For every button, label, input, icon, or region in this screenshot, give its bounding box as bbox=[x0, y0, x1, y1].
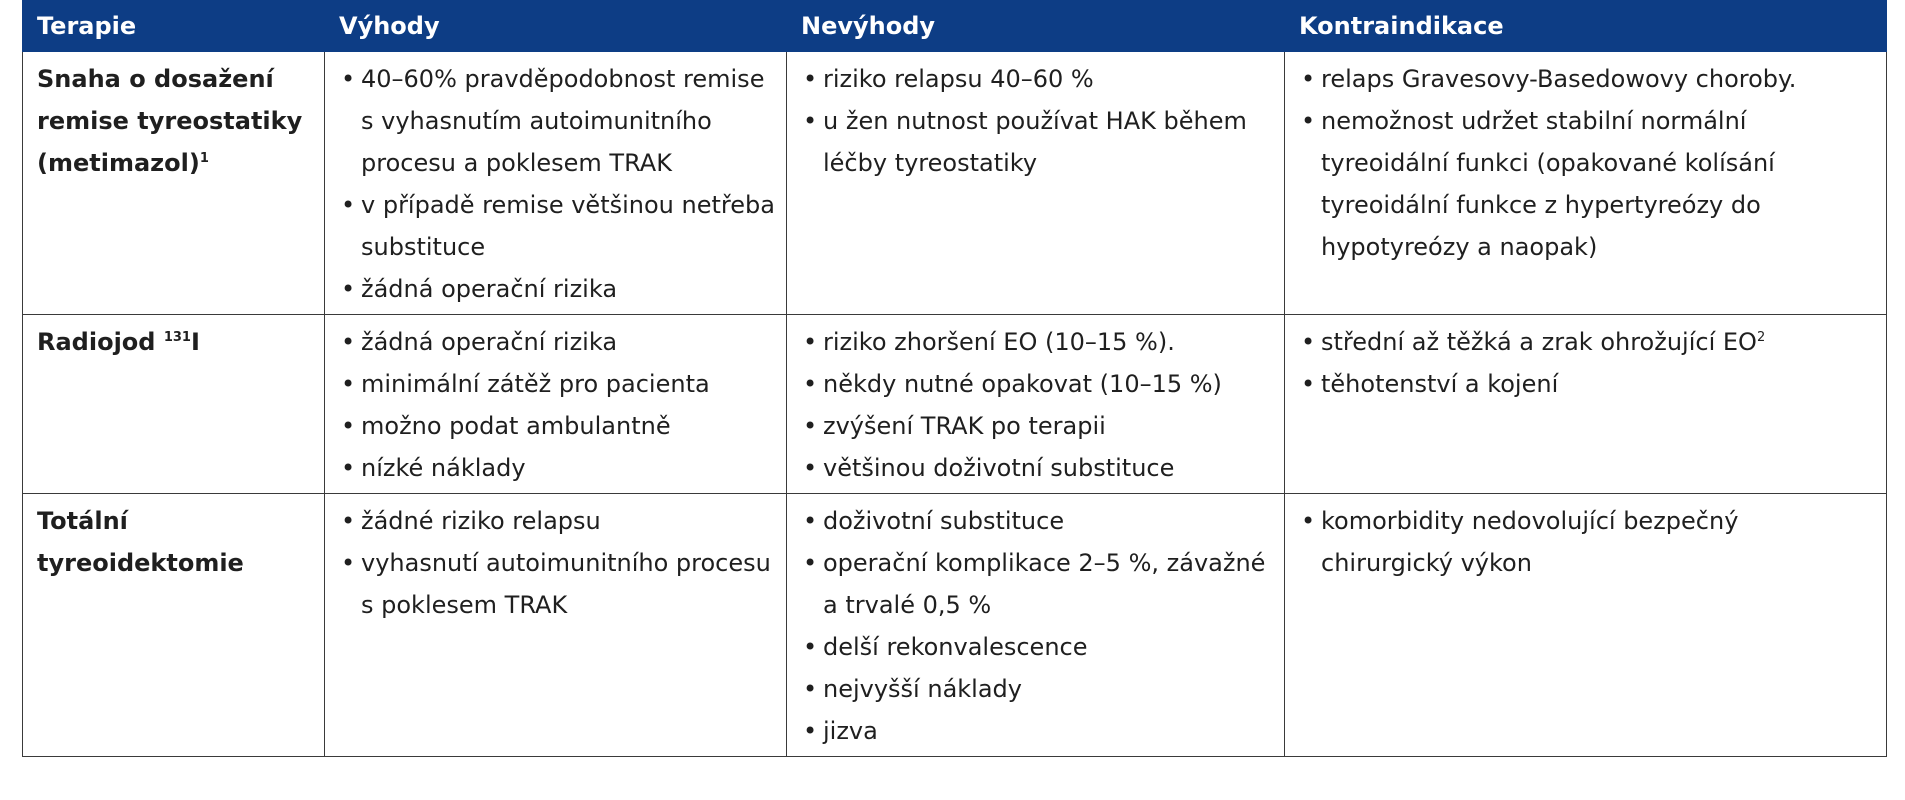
therapy-name: Snaha o dosažení remise tyreostatiky (metimazol) bbox=[37, 65, 303, 177]
disadvantages-cell bbox=[787, 494, 1285, 757]
list-item: • u žen nutnost používat HAK během léčby tyreostatiky bbox=[801, 100, 1274, 184]
therapy-comparison-table bbox=[22, 0, 1887, 757]
therapy-cell bbox=[23, 52, 325, 315]
advantages-cell bbox=[325, 494, 787, 757]
list-item: • těhotenství a kojení bbox=[1299, 363, 1876, 405]
header-advantages: Výhody bbox=[325, 1, 787, 52]
list-item: • delší rekonvalescence bbox=[801, 626, 1274, 668]
therapy-isotope: 131 bbox=[163, 330, 191, 345]
therapy-cell: Totální tyreoidektomie bbox=[23, 494, 325, 757]
header-therapy: Terapie bbox=[23, 1, 325, 52]
list-item: • relaps Gravesovy-Basedowovy choroby. bbox=[1299, 58, 1876, 100]
list-item: • žádné riziko relapsu bbox=[339, 500, 776, 542]
list-item: • vyhasnutí autoimunitního procesu s poklesem TRAK bbox=[339, 542, 776, 626]
header-disadvantages: Nevýhody bbox=[787, 1, 1285, 52]
list-item: • doživotní substituce bbox=[801, 500, 1274, 542]
list-item: • komorbidity nedovolující bezpečný chirurgický výkon bbox=[1299, 500, 1876, 584]
therapy-comparison-table-container bbox=[22, 0, 1886, 757]
list-item: • operační komplikace 2–5 %, závažné a trvalé 0,5 % bbox=[801, 542, 1274, 626]
table-header bbox=[23, 1, 1887, 52]
disadvantages-cell bbox=[787, 52, 1285, 315]
contraindications-list bbox=[1299, 500, 1876, 584]
list-item: • nejvyšší náklady bbox=[801, 668, 1274, 710]
disadvantages-list bbox=[801, 321, 1274, 489]
list-item: • zvýšení TRAK po terapii bbox=[801, 405, 1274, 447]
contraindications-cell bbox=[1285, 52, 1887, 315]
list-item: • minimální zátěž pro pacienta bbox=[339, 363, 776, 405]
contraindications-list bbox=[1299, 58, 1876, 268]
table-row bbox=[23, 315, 1887, 494]
contraindications-cell bbox=[1285, 315, 1887, 494]
advantages-cell bbox=[325, 52, 787, 315]
therapy-footnote: 1 bbox=[199, 151, 209, 166]
list-item: • možno podat ambulantně bbox=[339, 405, 776, 447]
contraindications-cell bbox=[1285, 494, 1887, 757]
list-item: • riziko relapsu 40–60 % bbox=[801, 58, 1274, 100]
advantages-list bbox=[339, 500, 776, 626]
list-item: • jizva bbox=[801, 710, 1274, 752]
therapy-suffix: I bbox=[190, 328, 200, 356]
disadvantages-list bbox=[801, 58, 1274, 184]
table-row bbox=[23, 494, 1887, 757]
header-contraindications: Kontraindikace bbox=[1285, 1, 1887, 52]
list-item: • nízké náklady bbox=[339, 447, 776, 489]
list-item: • v případě remise většinou netřeba substituce bbox=[339, 184, 776, 268]
list-item: • nemožnost udržet stabilní normální tyreoidální funkci (opakované kolísání tyreoidální funkce z hypertyreózy do hypotyreózy a naopak) bbox=[1299, 100, 1876, 268]
advantages-list bbox=[339, 321, 776, 489]
list-item bbox=[1299, 321, 1876, 363]
list-item: • většinou doživotní substituce bbox=[801, 447, 1274, 489]
disadvantages-list bbox=[801, 500, 1274, 752]
table-row bbox=[23, 52, 1887, 315]
advantages-list bbox=[339, 58, 776, 310]
list-item: • riziko zhoršení EO (10–15 %). bbox=[801, 321, 1274, 363]
therapy-cell bbox=[23, 315, 325, 494]
list-item: • 40–60% pravděpodobnost remise s vyhasnutím autoimunitního procesu a poklesem TRAK bbox=[339, 58, 776, 184]
list-item: • žádná operační rizika bbox=[339, 321, 776, 363]
advantages-cell bbox=[325, 315, 787, 494]
list-item-text: střední až těžká a zrak ohrožující EO bbox=[1321, 328, 1757, 356]
list-item: • žádná operační rizika bbox=[339, 268, 776, 310]
table-body bbox=[23, 52, 1887, 757]
header-row bbox=[23, 1, 1887, 52]
list-item: • někdy nutné opakovat (10–15 %) bbox=[801, 363, 1274, 405]
contraindications-list bbox=[1299, 321, 1876, 405]
disadvantages-cell bbox=[787, 315, 1285, 494]
therapy-name: Radiojod bbox=[37, 328, 156, 356]
contraindication-footnote: 2 bbox=[1756, 330, 1766, 345]
